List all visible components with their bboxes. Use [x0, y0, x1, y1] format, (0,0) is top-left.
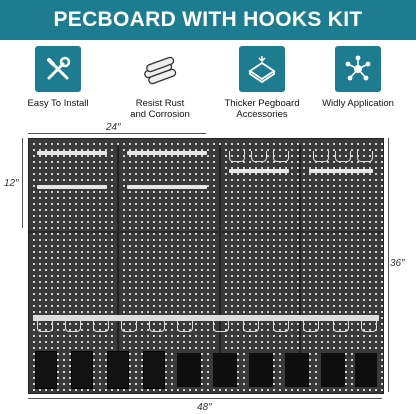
page-title: PECBOARD WITH HOOKS KIT: [53, 8, 363, 31]
pegboard-panel-icon: [239, 46, 285, 92]
parts-bin: [285, 353, 309, 387]
peg-hook: [333, 321, 349, 332]
feature-label: Widly Application: [322, 98, 394, 109]
peg-hook: [121, 321, 137, 332]
feature-thicker-pegboard: [210, 46, 314, 120]
dimension-bottom-width: 48″: [197, 402, 212, 413]
peg-hook: [273, 321, 289, 332]
dimension-line-right: [388, 138, 389, 392]
panel-divider: [219, 145, 221, 387]
tools-icon: [35, 46, 81, 92]
panel-divider: [29, 231, 383, 233]
feature-resist-rust: [108, 46, 212, 120]
peg-hook: [251, 151, 267, 162]
feature-label: Thicker Pegboard Accessories: [224, 98, 300, 120]
peg-hook: [177, 321, 193, 332]
shelf-bracket: [309, 169, 373, 173]
shelf-bracket: [37, 151, 107, 155]
peg-hook: [357, 151, 373, 162]
peg-hook: [229, 151, 245, 162]
parts-bin: [355, 353, 377, 387]
header-banner: [0, 0, 416, 40]
dimension-line-top: [28, 133, 206, 134]
hook-rail: [33, 315, 379, 321]
panel-divider: [299, 145, 301, 387]
peg-hook: [313, 151, 329, 162]
peg-hook: [361, 321, 377, 332]
dimension-left-height: 12″: [4, 178, 19, 189]
peg-hook: [93, 321, 109, 332]
dimension-right-height: 36″: [390, 258, 405, 269]
shelf-bracket: [229, 169, 289, 173]
peg-hook: [213, 321, 229, 332]
dimension-line-left: [22, 138, 23, 228]
peg-hook: [243, 321, 259, 332]
network-icon: [335, 46, 381, 92]
dimension-top-width: 24″: [106, 122, 121, 133]
parts-bin: [213, 353, 237, 387]
peg-hook: [65, 321, 81, 332]
peg-hook: [273, 151, 289, 162]
shelf-bracket: [127, 185, 207, 189]
shelf-bracket: [37, 185, 107, 189]
peg-hook: [149, 321, 165, 332]
parts-bin: [321, 353, 345, 387]
parts-bin: [177, 353, 201, 387]
storage-bin: [143, 351, 165, 389]
peg-hook: [303, 321, 319, 332]
feature-label: Easy To Install: [27, 98, 89, 109]
pegboard-image: [28, 138, 384, 394]
pipes-icon: [137, 46, 183, 92]
parts-bin: [249, 353, 273, 387]
peg-hook: [335, 151, 351, 162]
peg-hook: [37, 321, 53, 332]
storage-bin: [71, 351, 93, 389]
storage-bin: [35, 351, 57, 389]
feature-label: Resist Rust and Corrosion: [130, 98, 190, 120]
dimension-line-bottom: [28, 398, 382, 399]
feature-wide-application: [306, 46, 410, 109]
storage-bin: [107, 351, 129, 389]
feature-easy-install: [6, 46, 110, 109]
shelf-bracket: [127, 151, 207, 155]
feature-row: [0, 46, 416, 120]
